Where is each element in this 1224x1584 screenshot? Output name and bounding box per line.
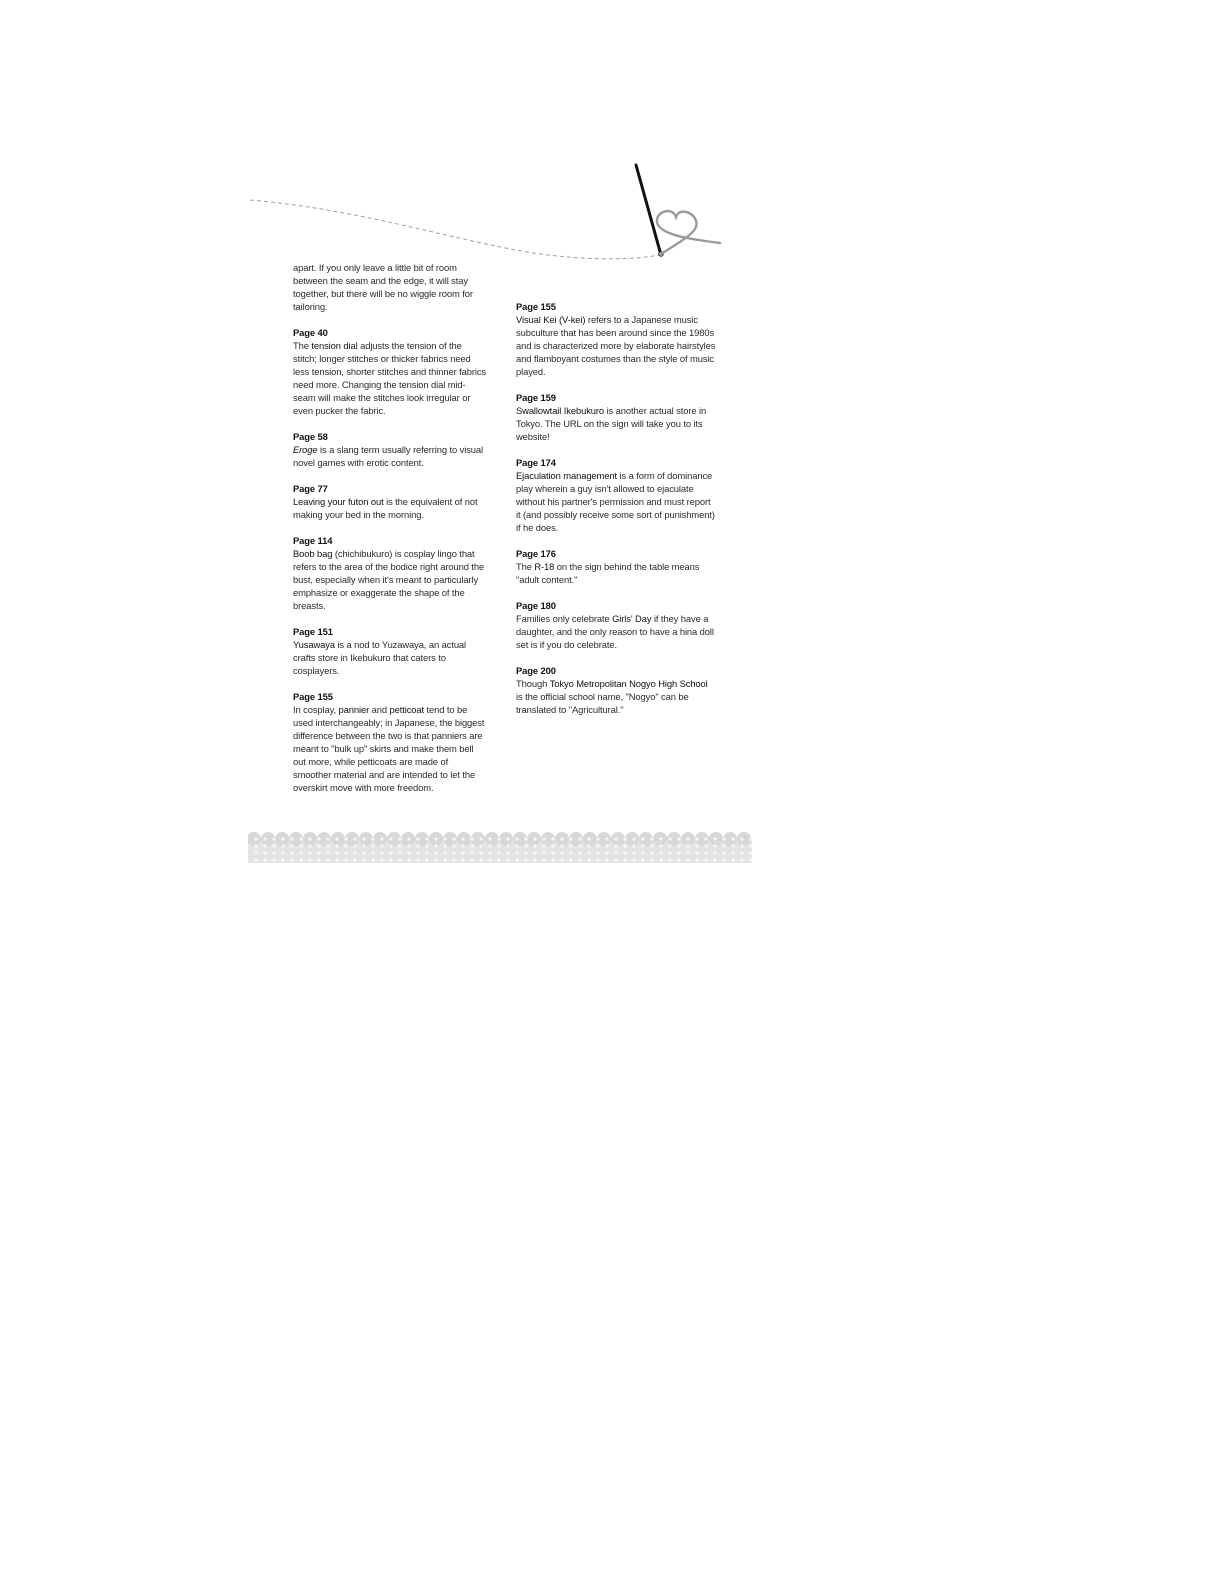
lace-hole <box>596 858 599 861</box>
lace-hole <box>533 851 536 854</box>
lace-hole <box>713 837 716 840</box>
page-reference: Page 151 <box>293 626 333 637</box>
lace-hole <box>578 851 581 854</box>
lace-hole <box>524 837 527 840</box>
lace-hole <box>650 851 653 854</box>
lace-hole <box>407 851 410 854</box>
lace-scallop <box>485 832 499 846</box>
term: Eroge <box>293 444 318 455</box>
lace-hole <box>326 844 329 847</box>
note-entry <box>293 534 488 612</box>
entry-text: Yusawaya is a nod to Yuzawaya, an actual crafts store in Ikebukuro that caters to cosplayers. <box>293 639 467 676</box>
lace-hole <box>695 837 698 840</box>
lace-hole <box>479 844 482 847</box>
lace-hole <box>407 844 410 847</box>
lace-hole <box>281 851 284 854</box>
term: Boob bag <box>293 548 333 559</box>
note-entry <box>293 482 488 521</box>
term: pannier <box>338 704 370 715</box>
lace-hole <box>299 844 302 847</box>
lace-hole <box>686 844 689 847</box>
lace-hole <box>578 837 581 840</box>
lace-hole <box>425 851 428 854</box>
lace-hole <box>488 837 491 840</box>
lace-hole <box>560 858 563 861</box>
page-reference: Page 155 <box>516 301 556 312</box>
lace-hole <box>380 851 383 854</box>
note-entry <box>293 430 488 469</box>
note-entry <box>516 547 716 586</box>
lace-hole <box>497 837 500 840</box>
lace-hole <box>389 851 392 854</box>
entry-text: The R-18 on the sign behind the table means "adult content." <box>516 561 700 585</box>
lace-hole <box>605 837 608 840</box>
lace-hole <box>299 851 302 854</box>
term: R-18 <box>534 561 555 572</box>
lace-hole <box>650 837 653 840</box>
lace-hole <box>551 844 554 847</box>
lace-hole <box>596 844 599 847</box>
lace-scallop <box>611 832 625 846</box>
note-entry <box>516 300 716 378</box>
lace-hole <box>740 844 743 847</box>
lace-hole <box>470 844 473 847</box>
lace-hole <box>659 851 662 854</box>
lace-hole <box>614 837 617 840</box>
entry-text: apart. If you only leave a little bit of room between the seam and the edge, it will stay together, but there will be no wiggle room for tailoring. <box>293 262 473 312</box>
lace-hole <box>353 837 356 840</box>
lace-hole <box>560 844 563 847</box>
lace-hole <box>434 844 437 847</box>
lace-hole <box>668 858 671 861</box>
lace-hole <box>731 837 734 840</box>
lace-hole <box>515 851 518 854</box>
lace-scallop <box>737 832 751 846</box>
lace-hole <box>290 858 293 861</box>
lace-hole <box>479 851 482 854</box>
lace-hole <box>335 851 338 854</box>
lace-hole <box>542 851 545 854</box>
lace-hole <box>641 851 644 854</box>
lace-scallop <box>373 832 387 846</box>
lace-hole <box>713 844 716 847</box>
lace-hole <box>272 837 275 840</box>
lace-hole <box>335 837 338 840</box>
left-column <box>293 261 488 807</box>
lace-hole <box>578 858 581 861</box>
dashed-thread <box>250 200 660 259</box>
lace-hole <box>335 858 338 861</box>
term: petticoat <box>389 704 425 715</box>
lace-hole <box>686 837 689 840</box>
lace-hole <box>344 844 347 847</box>
lace-hole <box>326 837 329 840</box>
lace-hole <box>560 851 563 854</box>
lace-hole <box>416 844 419 847</box>
lace-hole <box>515 837 518 840</box>
lace-hole <box>623 858 626 861</box>
lace-hole <box>515 844 518 847</box>
page-reference: Page 159 <box>516 392 556 403</box>
term: Visual Kei (V-kei) <box>516 314 586 325</box>
lace-hole <box>731 851 734 854</box>
lace-hole <box>497 844 500 847</box>
lace-hole <box>344 837 347 840</box>
lace-hole <box>488 844 491 847</box>
lace-scallop <box>499 832 513 846</box>
lace-hole <box>596 837 599 840</box>
entry-text: Ejaculation management is a form of dominance play wherein a guy isn't allowed to ejaculate without his partner's permission and must report it (and possibly receive some sort of punishment) if he does. <box>516 470 715 533</box>
lace-hole <box>407 858 410 861</box>
lace-hole <box>317 851 320 854</box>
lace-hole <box>722 851 725 854</box>
lace-hole <box>542 844 545 847</box>
lace-hole <box>524 844 527 847</box>
lace-hole <box>686 851 689 854</box>
lace-hole <box>695 851 698 854</box>
lace-hole <box>578 844 581 847</box>
entry-text: Though Tokyo Metropolitan Nogyo High School is the official school name, "Nogyo" can be translated to "Agricultural." <box>516 678 708 715</box>
lace-hole <box>398 851 401 854</box>
entry-text: Boob bag (chichibukuro) is cosplay lingo that refers to the area of the bodice right around the bust, especially when it's meant to particularly emphasize or exaggerate the shape of the breasts. <box>293 548 485 611</box>
lace-hole <box>461 844 464 847</box>
lace-hole <box>254 844 257 847</box>
lace-hole <box>470 837 473 840</box>
lace-hole <box>434 851 437 854</box>
lace-hole <box>299 837 302 840</box>
lace-hole <box>371 837 374 840</box>
lace-hole <box>632 858 635 861</box>
lace-hole <box>668 844 671 847</box>
lace-hole <box>632 851 635 854</box>
term: Girls' Day <box>612 613 652 624</box>
lace-hole <box>272 844 275 847</box>
lace-hole <box>371 844 374 847</box>
note-entry <box>293 326 488 417</box>
lace-hole <box>434 858 437 861</box>
lace-hole <box>704 851 707 854</box>
entry-text: Swallowtail Ikebukuro is another actual store in Tokyo. The URL on the sign will take you to its website! <box>516 405 707 442</box>
lace-hole <box>398 837 401 840</box>
lace-hole <box>281 858 284 861</box>
lace-hole <box>677 851 680 854</box>
lace-hole <box>497 858 500 861</box>
lace-hole <box>560 837 563 840</box>
lace-hole <box>587 837 590 840</box>
lace-border <box>248 827 752 863</box>
note-entry <box>516 664 716 716</box>
lace-hole <box>308 851 311 854</box>
lace-hole <box>542 858 545 861</box>
lace-hole <box>353 858 356 861</box>
lace-hole <box>614 844 617 847</box>
lace-hole <box>380 837 383 840</box>
entry-text: In cosplay, pannier and petticoat tend to be used interchangeably; in Japanese, the biggest difference between the two is that panniers are meant to "bulk up" skirts and make them bell out more, while petticoats are made of smoother material and are intended to let the overskirt move with more freedom. <box>293 704 485 793</box>
lace-hole <box>434 837 437 840</box>
lace-hole <box>533 837 536 840</box>
lace-hole <box>551 837 554 840</box>
lace-hole <box>443 837 446 840</box>
lace-hole <box>524 851 527 854</box>
entry-text: The tension dial adjusts the tension of the stitch; longer stitches or thicker fabrics need less tension, shorter stitches and thinner fabrics need more. Changing the tension dial mid-seam will make the stitches look irregular or even pucker the fabric. <box>293 340 487 416</box>
lace-hole <box>362 837 365 840</box>
lace-hole <box>650 844 653 847</box>
lace-hole <box>596 851 599 854</box>
lace-hole <box>569 858 572 861</box>
term: Ejaculation management <box>516 470 617 481</box>
note-entry <box>516 391 716 443</box>
heart-thread <box>657 211 720 254</box>
lace-hole <box>380 858 383 861</box>
term: Tokyo Metropolitan Nogyo High School <box>549 678 708 689</box>
lace-hole <box>317 837 320 840</box>
entry-text: Leaving your futon out is the equivalent of not making your bed in the morning. <box>293 496 478 520</box>
lace-hole <box>488 858 491 861</box>
lace-hole <box>290 837 293 840</box>
lace-hole <box>371 858 374 861</box>
lace-hole <box>542 837 545 840</box>
lace-hole <box>650 858 653 861</box>
page-reference: Page 40 <box>293 327 328 338</box>
lace-hole <box>569 837 572 840</box>
lace-hole <box>713 858 716 861</box>
lace-hole <box>452 851 455 854</box>
lace-hole <box>317 844 320 847</box>
lace-hole <box>416 858 419 861</box>
note-entry <box>293 690 488 794</box>
page-reference: Page 77 <box>293 483 328 494</box>
lace-hole <box>506 851 509 854</box>
lace-hole <box>605 844 608 847</box>
lace-hole <box>425 837 428 840</box>
lace-hole <box>731 858 734 861</box>
lace-hole <box>281 844 284 847</box>
lace-hole <box>371 851 374 854</box>
lace-hole <box>461 837 464 840</box>
lace-hole <box>470 851 473 854</box>
lace-hole <box>299 858 302 861</box>
lace-hole <box>389 858 392 861</box>
lace-hole <box>659 844 662 847</box>
lace-hole <box>524 858 527 861</box>
lace-hole <box>416 837 419 840</box>
lace-hole <box>632 844 635 847</box>
lace-hole <box>587 844 590 847</box>
lace-hole <box>704 858 707 861</box>
lace-hole <box>290 844 293 847</box>
page-reference: Page 174 <box>516 457 556 468</box>
entry-text: Visual Kei (V-kei) refers to a Japanese music subculture that has been around since the 1980s and is characterized more by elaborate hairstyles and flamboyant costumes than the style of music played. <box>516 314 716 377</box>
lace-hole <box>731 844 734 847</box>
right-column <box>516 300 716 729</box>
lace-hole <box>641 858 644 861</box>
lace-hole <box>677 858 680 861</box>
lace-hole <box>407 837 410 840</box>
lace-hole <box>362 844 365 847</box>
lace-scallop <box>625 832 639 846</box>
note-entry <box>516 599 716 651</box>
lace-hole <box>353 844 356 847</box>
note-entry <box>516 456 716 534</box>
lace-hole <box>713 851 716 854</box>
lace-hole <box>335 844 338 847</box>
lace-hole <box>281 837 284 840</box>
lace-hole <box>317 858 320 861</box>
lace-hole <box>668 851 671 854</box>
lace-hole <box>470 858 473 861</box>
lace-hole <box>623 851 626 854</box>
lace-hole <box>308 858 311 861</box>
lace-hole <box>623 837 626 840</box>
lace-hole <box>677 844 680 847</box>
lace-hole <box>551 851 554 854</box>
lace-hole <box>659 858 662 861</box>
term: Swallowtail Ikebukuro <box>516 405 605 416</box>
entry-text: Families only celebrate Girls' Day if they have a daughter, and the only reason to have a hina doll set is if you do celebrate. <box>516 613 714 650</box>
lace-hole <box>452 858 455 861</box>
lace-hole <box>722 858 725 861</box>
lace-hole <box>389 837 392 840</box>
lace-hole <box>263 837 266 840</box>
lace-hole <box>605 851 608 854</box>
lace-hole <box>344 858 347 861</box>
lace-hole <box>380 844 383 847</box>
lace-hole <box>569 851 572 854</box>
lace-hole <box>353 851 356 854</box>
book-page <box>248 155 752 865</box>
lace-hole <box>677 837 680 840</box>
lace-hole <box>416 851 419 854</box>
lace-hole <box>488 851 491 854</box>
lace-hole <box>254 858 257 861</box>
lace-hole <box>461 858 464 861</box>
lace-hole <box>263 858 266 861</box>
lace-hole <box>641 837 644 840</box>
lace-hole <box>506 844 509 847</box>
lace-hole <box>362 858 365 861</box>
lace-hole <box>614 851 617 854</box>
needle <box>636 165 661 255</box>
lace-hole <box>425 844 428 847</box>
page-reference: Page 200 <box>516 665 556 676</box>
lace-hole <box>605 858 608 861</box>
lace-hole <box>254 851 257 854</box>
lace-hole <box>515 858 518 861</box>
lace-hole <box>263 851 266 854</box>
lace-hole <box>398 844 401 847</box>
continued-entry <box>293 261 488 313</box>
lace-hole <box>623 844 626 847</box>
term: Yusawaya <box>293 639 335 650</box>
lace-hole <box>443 858 446 861</box>
lace-hole <box>362 851 365 854</box>
lace-hole <box>272 851 275 854</box>
page-reference: Page 180 <box>516 600 556 611</box>
lace-hole <box>614 858 617 861</box>
page-reference: Page 58 <box>293 431 328 442</box>
lace-hole <box>344 851 347 854</box>
lace-scallop <box>359 832 373 846</box>
lace-hole <box>389 844 392 847</box>
lace-hole <box>695 844 698 847</box>
lace-hole <box>740 858 743 861</box>
lace-hole <box>443 844 446 847</box>
lace-hole <box>695 858 698 861</box>
lace-hole <box>290 851 293 854</box>
lace-hole <box>740 851 743 854</box>
lace-hole <box>425 858 428 861</box>
lace-hole <box>308 837 311 840</box>
lace-hole <box>272 858 275 861</box>
lace-hole <box>326 858 329 861</box>
lace-hole <box>641 844 644 847</box>
page-reference: Page 176 <box>516 548 556 559</box>
lace-hole <box>587 851 590 854</box>
lace-hole <box>443 851 446 854</box>
lace-hole <box>452 844 455 847</box>
lace-hole <box>569 844 572 847</box>
lace-hole <box>263 844 266 847</box>
lace-hole <box>533 844 536 847</box>
page-reference: Page 155 <box>293 691 333 702</box>
page-reference: Page 114 <box>293 535 333 546</box>
lace-hole <box>479 858 482 861</box>
lace-hole <box>479 837 482 840</box>
lace-hole <box>740 837 743 840</box>
lace-hole <box>533 858 536 861</box>
term: Leaving your futon out <box>293 496 384 507</box>
lace-hole <box>308 844 311 847</box>
lace-hole <box>587 858 590 861</box>
lace-hole <box>254 837 257 840</box>
entry-text: Eroge is a slang term usually referring to visual novel games with erotic content. <box>293 444 483 468</box>
lace-hole <box>722 837 725 840</box>
lace-hole <box>704 837 707 840</box>
lace-hole <box>452 837 455 840</box>
lace-hole <box>398 858 401 861</box>
lace-hole <box>551 858 554 861</box>
lace-hole <box>722 844 725 847</box>
lace-hole <box>506 837 509 840</box>
lace-hole <box>686 858 689 861</box>
needle-and-thread-icon <box>248 155 752 275</box>
lace-hole <box>461 851 464 854</box>
lace-hole <box>632 837 635 840</box>
lace-hole <box>659 837 662 840</box>
lace-hole <box>326 851 329 854</box>
lace-hole <box>668 837 671 840</box>
term: tension dial <box>311 340 358 351</box>
lace-hole <box>506 858 509 861</box>
note-entry <box>293 625 488 677</box>
lace-hole <box>497 851 500 854</box>
lace-hole <box>704 844 707 847</box>
